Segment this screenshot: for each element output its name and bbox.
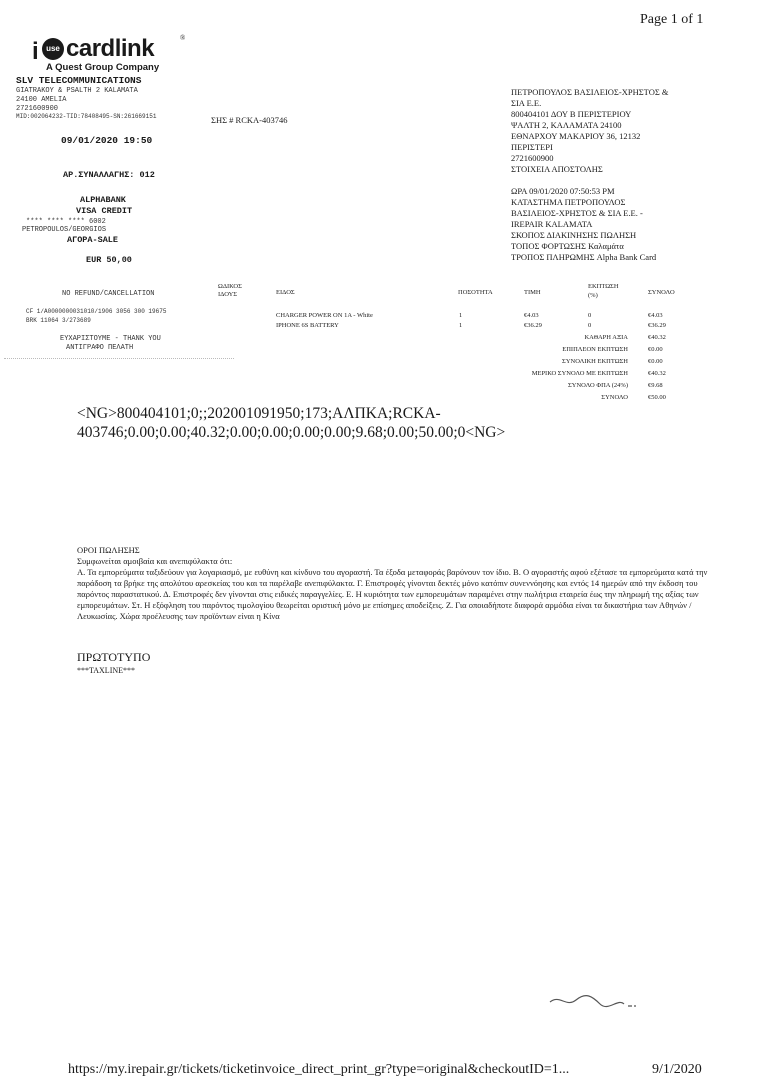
seller-line: 800404101 ΔΟΥ Β ΠΕΡΙΣΤΕΡΙΟΥ <box>511 109 632 119</box>
seller-line: ΩΡΑ 09/01/2020 07:50:53 PM <box>511 186 615 196</box>
seller-line <box>511 175 669 186</box>
header-qty: ΠΟΣΟΤΗΤΑ <box>458 289 493 296</box>
slip-code-2: BRK 11064 3/273689 <box>26 317 91 324</box>
card-payment-slip <box>14 28 214 388</box>
terms-body: Α. Τα εμπορεύματα ταξιδεύουν για λογαριασμό, με ευθύνη και κίνδυνο του αγοραστή. Τα έξοδα μεταφοράς βαρύνουν τον ίδιο. Β. Ο αγοραστής αφού εξέτασε τα εμπορεύματα κατά την παράδοση τα βρήκε της απολύτου αρεσκείας του και τα παρέλαβε ανεπιφύλακτα. Γ. Επιστροφές γίνονται δεκτές μόνο κατόπιν συνεννόησης και εντός 14 ημερών από την έκδοση του παρόντος παραστατικού. Δ. Επιστροφές δεν γίνονται στις ειδικές παραγγελίες. Ε. Η κυριότητα των εμπορευμάτων παραμένει στην πωλήτρια εταιρεία έως την πληρωμή της αξίας των εμπορευμάτων. Στ. Η εξόφληση του παρόντος τιμολογίου θεωρείται οριστική μόνο με επίσημες αποδείξεις. Ζ. Για οποιαδήποτε διαφορά αρμόδια είναι τα δικαστήρια των Αθηνών / Λευκωσίας. Χώρα προέλευσης των προϊόντων είναι η Κίνα <box>77 567 708 621</box>
card-type: VISA CREDIT <box>76 206 133 216</box>
merchant-city: 24100 AMELIA <box>16 96 67 104</box>
taxline: ***TAXLINE*** <box>77 666 136 675</box>
no-refund-notice: NO REFUND/CANCELLATION <box>62 290 155 298</box>
page-number: Page 1 of 1 <box>640 12 704 27</box>
header-code: ΩΔΙΚΟΣ ΙΔΟΥΣ <box>218 283 242 298</box>
seller-line: ΕΘΝΑΡΧΟΥ ΜΑΚΑΡΙΟΥ 36, 12132 <box>511 131 641 141</box>
seller-line: ΠΕΡΙΣΤΕΡΙ <box>511 142 553 152</box>
vat-label: ΣΥΝΟΛΟ ΦΠΑ (24%) <box>568 382 628 389</box>
row-total: €4.03 <box>648 312 663 319</box>
use-badge-icon: use <box>42 38 64 60</box>
extra-discount: €0.00 <box>648 346 663 353</box>
shipment-reference: ΣΗΣ # RCKA-403746 <box>211 115 288 125</box>
slip-amount: EUR 50,00 <box>86 255 132 265</box>
seller-line: ΨΑΛΤΗ 2, ΚΑΛΑΜΑΤΑ 24100 <box>511 120 622 130</box>
row-discount: 0 <box>588 322 592 329</box>
total-discount: €0.00 <box>648 358 663 365</box>
row-discount: 0 <box>588 312 592 319</box>
seller-line: ΠΕΤΡΟΠΟΥΛΟΣ ΒΑΣΙΛΕΙΟΣ-ΧΡΗΣΤΟΣ & <box>511 87 669 97</box>
merchant-name: SLV TELECOMMUNICATIONS <box>16 75 142 86</box>
terms-title: ΟΡΟΙ ΠΩΛΗΣΗΣ <box>77 545 140 555</box>
slip-code-1: CF 1/A0000000031010/1906 3056 300 19675 <box>26 308 167 315</box>
seller-line: 2721600900 <box>511 153 554 163</box>
row-price: €36.29 <box>524 322 542 329</box>
row-item: IPHONE 6S BATTERY <box>276 322 339 329</box>
cardlink-logo: i use cardlink ® A Quest Group Company <box>32 34 186 73</box>
seller-line: IREPAIR KALAMATA <box>511 219 593 229</box>
card-number: **** **** **** 6002 <box>26 218 106 226</box>
row-price: €4.03 <box>524 312 539 319</box>
seller-line: ΣΚΟΠΟΣ ΔΙΑΚΙΝΗΣΗΣ ΠΩΛΗΣΗ <box>511 230 637 240</box>
terms-intro: Συμφωνείται αμοιβαία και ανεπιφύλακτα ότι: <box>77 556 233 566</box>
seller-line: ΣΙΑ Ε.Ε. <box>511 98 542 108</box>
net-value: €40.32 <box>648 334 666 341</box>
cardholder: PETROPOULOS/GEORGIOS <box>22 226 107 234</box>
grand-total: €50.00 <box>648 394 666 401</box>
seller-line: ΤΟΠΟΣ ΦΟΡΤΩΣΗΣ Καλαμάτα <box>511 241 624 251</box>
row-item: CHARGER POWER ON 1A - White <box>276 312 373 319</box>
grand-total-label: ΣΥΝΟΛΟ <box>601 394 628 401</box>
original-label: ΠΡΩΤΟΤΥΠΟ <box>77 650 151 664</box>
footer-date: 9/1/2020 <box>652 1062 702 1077</box>
subtotal-label: ΜΕΡΙΚΟ ΣΥΝΟΛΟ ΜΕ ΕΚΠΤΩΣΗ <box>531 370 628 377</box>
net-value-label: ΚΑΘΑΡΗ ΑΞΙΑ <box>584 334 628 341</box>
row-qty: 1 <box>459 312 463 319</box>
total-discount-label: ΣΥΝΟΛΙΚΗ ΕΚΠΤΩΣΗ <box>562 358 628 365</box>
header-item: ΕΙΔΟΣ <box>276 289 295 296</box>
header-price: ΤΙΜΗ <box>524 289 541 296</box>
header-discount: ΕΚΠΤΩΣΗ (%) <box>588 283 619 299</box>
slip-tear-line <box>4 358 234 359</box>
footer-url[interactable]: https://my.irepair.gr/tickets/ticketinvoice_direct_print_gr?type=original&checkoutID=1... <box>68 1062 570 1077</box>
row-qty: 1 <box>459 322 463 329</box>
thank-you: ΕΥΧΑΡΙΣΤΟΥΜΕ - THANK YOU <box>60 335 161 343</box>
row-total: €36.29 <box>648 322 666 329</box>
seller-line: ΣΤΟΙΧΕΙΑ ΑΠΟΣΤΟΛΗΣ <box>511 164 603 174</box>
signature-mark-icon <box>548 990 638 1010</box>
transaction-number: ΑΡ.ΣΥΝΑΛΛΑΓΗΣ: 012 <box>63 170 155 180</box>
seller-info <box>511 87 669 263</box>
seller-line: ΚΑΤΑΣΤΗΜΑ ΠΕΤΡΟΠΟΥΛΟΣ <box>511 197 626 207</box>
header-total: ΣΥΝΟΛΟ <box>648 289 675 296</box>
slip-datetime: 09/01/2020 19:50 <box>61 135 153 146</box>
terminal-ids: MID:002064232-TID:78408495-SN:261669151 <box>16 113 157 120</box>
bank-name: ALPHABANK <box>80 195 126 205</box>
seller-line: ΤΡΟΠΟΣ ΠΛΗΡΩΜΗΣ Alpha Bank Card <box>511 252 657 262</box>
merchant-phone: 2721600900 <box>16 105 59 113</box>
sale-label: ΑΓΟΡΑ-SALE <box>67 235 119 245</box>
subtotal: €40.32 <box>648 370 666 377</box>
customer-copy: ΑΝΤΙΓΡΑΦΟ ΠΕΛΑΤΗ <box>66 344 134 352</box>
extra-discount-label: ΕΠΙΠΛΕΟΝ ΕΚΠΤΩΣΗ <box>562 346 628 353</box>
terms-of-sale <box>77 545 722 622</box>
seller-line: ΒΑΣΙΛΕΙΟΣ-ΧΡΗΣΤΟΣ & ΣΙΑ Ε.Ε. - <box>511 208 643 218</box>
vat-total: €9.68 <box>648 382 663 389</box>
merchant-address: GIATRAKOY & PSALTH 2 KALAMATA <box>16 87 138 95</box>
ng-signature-line: <NG>800404101;0;;202001091950;173;ΑΛΠΚΑ;RCKA-403746;0.00;0.00;40.32;0.00;0.00;0.00;0.00;9.68;0.00;50.00;0<NG> <box>77 405 506 441</box>
